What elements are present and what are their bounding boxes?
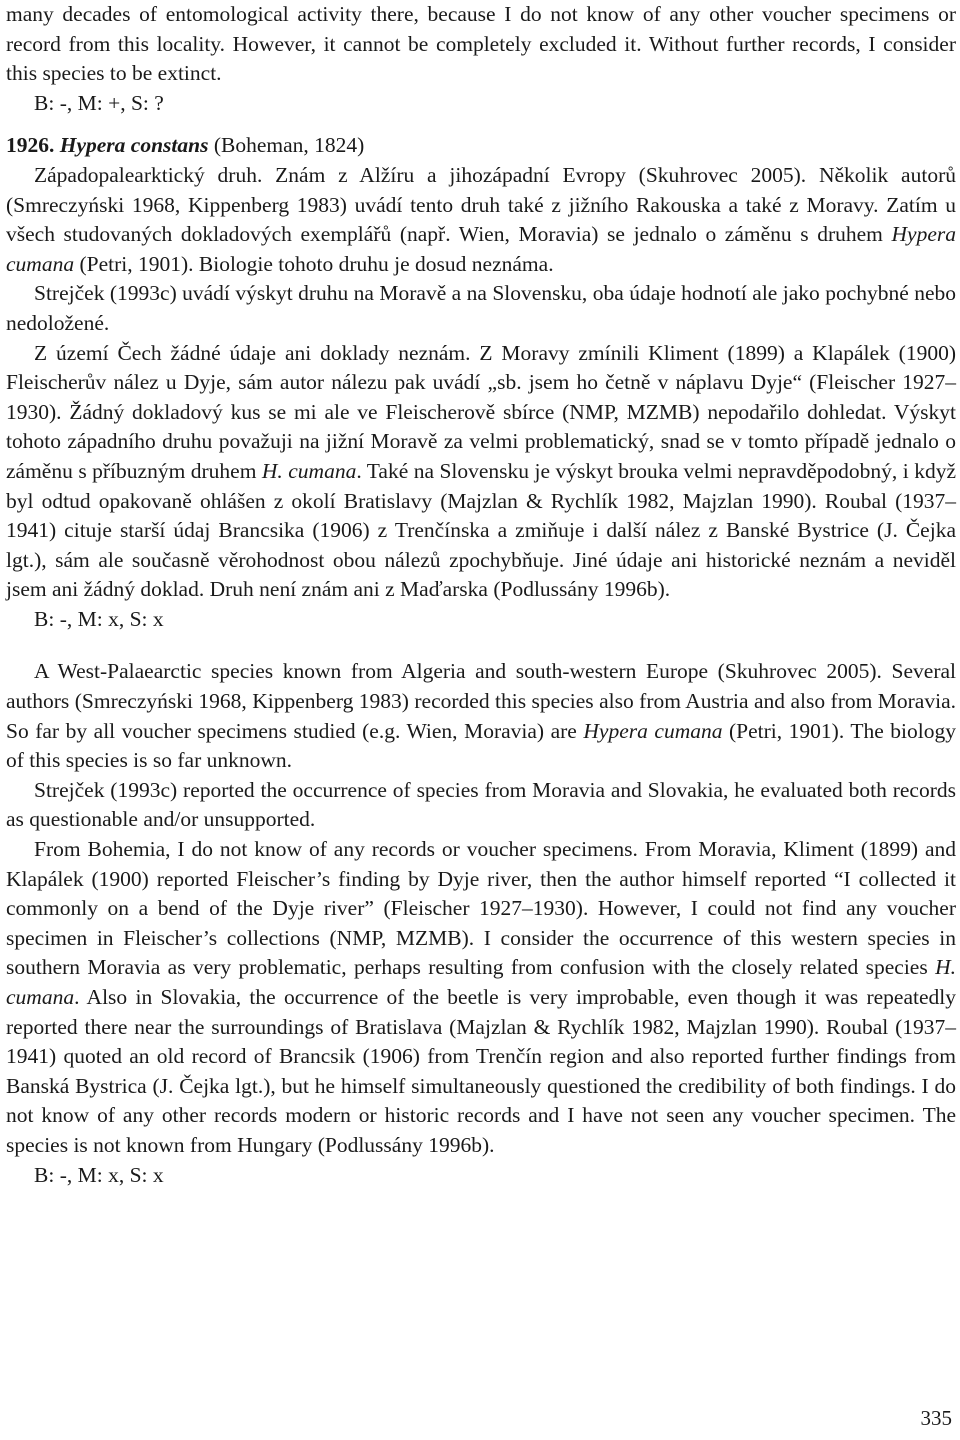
species-name: Hypera constans <box>59 133 209 158</box>
czech-status: B: -, M: x, S: x <box>34 606 164 631</box>
czech-p1-species: Hypera cumana <box>6 222 956 276</box>
czech-p1-text-b: (Petri, 1901). Biologie tohoto druhu je dosud neznáma. <box>74 251 554 276</box>
intro-paragraph: many decades of entomological activity there, because I do not know of any other voucher specimens or record from this locality. However, it cannot be completely excluded it. Without further records, I consider this species to be extinct. <box>6 2 956 86</box>
page-number: 335 <box>920 1406 952 1430</box>
species-number: 1926. <box>6 133 55 158</box>
english-status: B: -, M: x, S: x <box>34 1162 164 1187</box>
english-p1-species: Hypera cumana <box>583 718 723 743</box>
species-author: (Boheman, 1824) <box>213 133 365 158</box>
czech-p3-text-a: Z území Čech žádné údaje ani doklady neznám. Z Moravy zmínili Kliment (1899) a Klapálek (1900) Fleischerův nález u Dyje, sám autor nálezu pak uvádí „sb. jsem ho četně v náplavu Dyje“ (Fleischer 1927–1930). Žádný dokladový kus se mi ale ve Fleischerově sbírce (NMP, MZMB) nepodařilo dohledat. Výskyt tohoto západního druhu považuji na jižní Moravě za velmi problematický, snad se v tomto případě jednalo o záměnu s příbuzným druhem <box>6 340 956 483</box>
english-p3-species: H. cumana <box>6 955 956 1009</box>
czech-paragraph-2: Strejček (1993c) uvádí výskyt druhu na Moravě a na Slovensku, oba údaje hodnotí ale jako pochybné nebo nedoložené. <box>6 281 956 335</box>
english-paragraph-1 <box>6 657 956 775</box>
species-heading <box>6 131 956 161</box>
spacer <box>6 118 956 131</box>
czech-paragraph-3 <box>6 339 956 605</box>
english-p1-text-a: A West-Palaearctic species known from Algeria and south-western Europe (Skuhrovec 2005). Several authors (Smreczyński 1968, Kippenberg 1983) recorded this species also from Austria and also from Moravia. So far by all voucher specimens studied (e.g. Wien, Moravia) are <box>6 659 956 743</box>
spacer <box>6 634 956 657</box>
czech-paragraph-1 <box>6 161 956 279</box>
english-paragraph-2: Strejček (1993c) reported the occurrence of species from Moravia and Slovakia, he evaluated both records as questionable and/or unsupported. <box>6 777 956 832</box>
intro-status: B: -, M: +, S: ? <box>34 90 164 115</box>
english-p3-text-a: From Bohemia, I do not know of any records or voucher specimens. From Moravia, Kliment (1899) and Klapálek (1900) reported Fleischer’s finding by Dyje river, then the author himself reported “I collected it commonly on a bend of the Dyje river” (Fleischer 1927–1930). However, I could not find any voucher specimen in Fleischer’s collections (NMP, MZMB). I consider the occurrence of this western species in southern Moravia as very problematic, perhaps resulting from confusion with the closely related species <box>6 837 956 980</box>
english-p3-text-b: . Also in Slovakia, the occurrence of the beetle is very improbable, even though it was repeatedly reported there near the surroundings of Bratislava (Majzlan & Rychlík 1982, Majzlan 1990). Roubal (1937–1941) quoted an old record of Brancsik (1906) from Trenčín region and also reported further findings from Banská Bystrica (J. Čejka lgt.), but he himself simultaneously questioned the credibility of both findings. I do not know of any other records modern or historic records and I have not seen any voucher specimen. The species is not known from Hungary (Podlussány 1996b). <box>6 985 956 1157</box>
czech-p1-text-a: Západopalearktický druh. Znám z Alžíru a jihozápadní Evropy (Skuhrovec 2005). Několik autorů (Smreczyński 1968, Kippenberg 1983) uvádí tento druh také z jižního Rakouska a také z Moravy. Zatím u všech studovaných dokladových exemplářů (např. Wien, Moravia) se jednalo o záměnu s druhem <box>6 162 956 247</box>
page-body <box>6 0 956 1190</box>
english-p1-text-b: (Petri, 1901). The biology of this species is so far unknown. <box>6 718 956 773</box>
czech-p3-species: H. cumana <box>261 458 357 483</box>
english-paragraph-3 <box>6 835 956 1161</box>
czech-p3-text-b: . Také na Slovensku je výskyt brouka velmi nepravděpodobný, i když byl odtud opakovaně ohlášen z okolí Bratislavy (Majzlan & Rychlík 1982, Majzlan 1990). Roubal (1937–1941) cituje starší údaj Brancsika (1906) z Trenčínska a zmiňuje i další nález z Banské Bystrice (J. Čejka lgt.), sám ale současně věrohodnost obou nálezů zpochybňuje. Jiné údaje ani historické neznám a neviděl jsem ani žádný doklad. Druh není znám ani z Maďarska (Podlussány 1996b). <box>6 458 956 602</box>
